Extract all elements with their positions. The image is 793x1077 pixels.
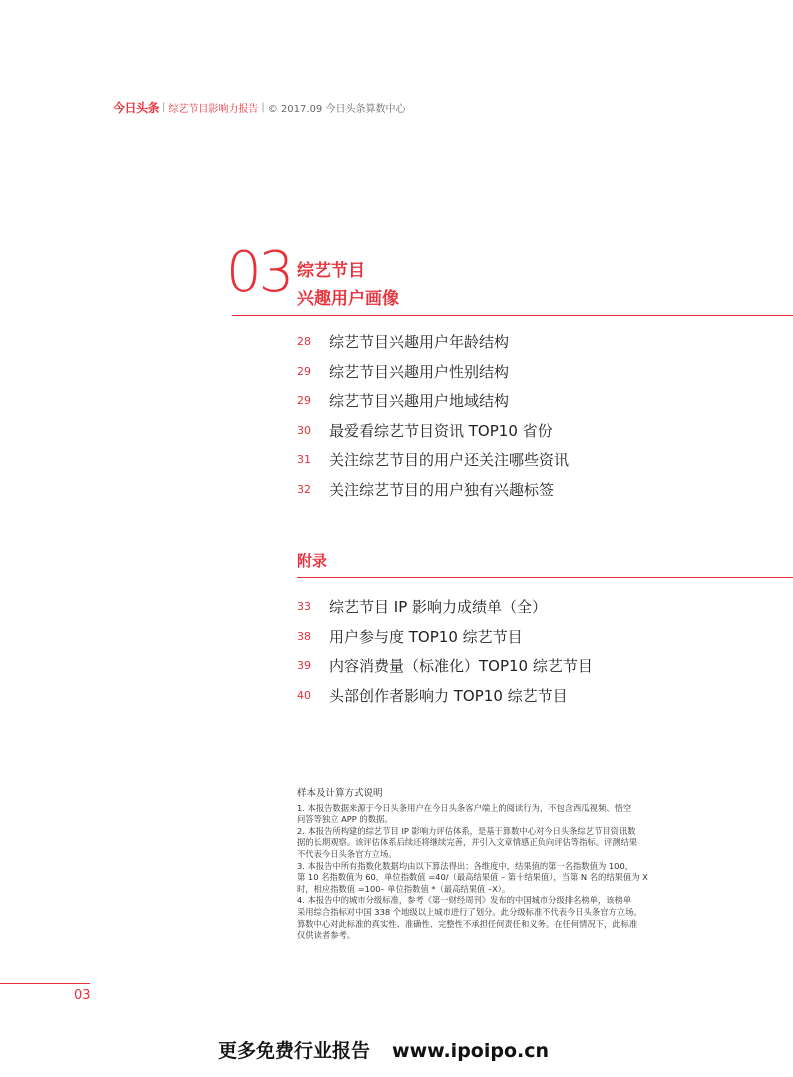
toc-list bbox=[297, 327, 569, 504]
section-title bbox=[297, 257, 399, 313]
toc-label: 关注综艺节目的用户独有兴趣标签 bbox=[329, 480, 555, 499]
notes-line: 时，相应指数值 =100– 单位指数值 *（最高结果值 –X）。 bbox=[297, 883, 511, 894]
header-separator: | bbox=[162, 101, 166, 113]
toc-item[interactable] bbox=[297, 357, 569, 387]
notes-line: 第 10 名指数值为 60，单位指数值 =40/（最高结果值 – 第十结果值），当第 N 名的结果值为 X bbox=[297, 872, 648, 883]
banner-text: 更多免费行业报告 bbox=[218, 1040, 371, 1062]
brand-logo: 今日头条 bbox=[113, 100, 160, 115]
toc-item[interactable] bbox=[297, 327, 569, 357]
appendix-list bbox=[297, 592, 593, 710]
notes-line: 3. 本报告中所有指数化数据均由以下算法得出：各维度中，结果值的第一名指数值为 100， bbox=[297, 860, 634, 871]
toc-label: 综艺节目兴趣用户性别结构 bbox=[329, 362, 510, 381]
toc-item[interactable] bbox=[297, 416, 569, 446]
notes-line: 问答等独立 APP 的数据。 bbox=[297, 814, 393, 825]
toc-label: 最爱看综艺节目资讯 TOP10 省份 bbox=[329, 421, 553, 440]
appendix-item[interactable] bbox=[297, 651, 593, 681]
section-title-line1: 综艺节目 bbox=[297, 261, 365, 281]
section-divider bbox=[232, 315, 793, 316]
notes-line: 采用综合指标对中国 338 个地级以上城市进行了划分。此分级标准不代表今日头条官方立场。 bbox=[297, 906, 642, 917]
notes-line: 4. 本报告中的城市分级标准，参考《第一财经周刊》发布的中国城市分级排名榜单，该榜单 bbox=[297, 895, 632, 906]
toc-page: 29 bbox=[297, 364, 311, 378]
appendix-title: 附录 bbox=[297, 552, 328, 570]
appendix-label: 用户参与度 TOP10 综艺节目 bbox=[329, 627, 523, 646]
toc-page: 32 bbox=[297, 482, 311, 496]
page-header bbox=[113, 99, 405, 115]
toc-page: 31 bbox=[297, 453, 311, 467]
notes-line: 仅供读者参考。 bbox=[297, 930, 356, 941]
copyright: © 2017.09 今日头条算数中心 bbox=[267, 103, 406, 115]
notes-line: 2. 本报告所构建的综艺节目 IP 影响力评估体系，是基于算数中心对今日头条综艺节目资讯数 bbox=[297, 825, 636, 836]
report-name: 综艺节目影响力报告 bbox=[168, 103, 259, 115]
appendix-item[interactable] bbox=[297, 622, 593, 652]
toc-page: 29 bbox=[297, 394, 311, 408]
toc-page: 30 bbox=[297, 423, 311, 437]
toc-item[interactable] bbox=[297, 445, 569, 475]
appendix-page: 40 bbox=[297, 688, 311, 702]
appendix-page: 39 bbox=[297, 659, 311, 673]
notes-line: 1. 本报告数据来源于今日头条用户在今日头条客户端上的阅读行为，不包含西瓜视频、悟空 bbox=[297, 802, 632, 813]
toc-label: 关注综艺节目的用户还关注哪些资讯 bbox=[329, 451, 570, 470]
toc-item[interactable] bbox=[297, 475, 569, 505]
toc-label: 综艺节目兴趣用户地域结构 bbox=[329, 392, 510, 411]
appendix-label: 综艺节目 IP 影响力成绩单（全） bbox=[329, 598, 548, 617]
appendix-page: 38 bbox=[297, 629, 311, 643]
toc-label: 综艺节目兴趣用户年龄结构 bbox=[329, 333, 510, 352]
notes-title: 样本及计算方式说明 bbox=[297, 788, 383, 799]
appendix-item[interactable] bbox=[297, 592, 593, 622]
header-separator: | bbox=[261, 101, 265, 113]
toc-item[interactable] bbox=[297, 386, 569, 416]
promo-banner bbox=[218, 1036, 549, 1063]
toc-page: 28 bbox=[297, 335, 311, 349]
appendix-item[interactable] bbox=[297, 681, 593, 711]
appendix-label: 头部创作者影响力 TOP10 综艺节目 bbox=[329, 686, 568, 705]
banner-url[interactable]: www.ipoipo.cn bbox=[392, 1040, 550, 1062]
methodology-notes bbox=[297, 788, 692, 942]
notes-line: 据的长期观察。该评估体系后续还将继续完善，并引入文章情感正负向评估等指标。评测结果 bbox=[297, 837, 638, 848]
appendix-divider bbox=[297, 577, 793, 578]
footer-divider bbox=[0, 983, 90, 984]
section-number: 03 bbox=[226, 240, 292, 305]
page-number: 03 bbox=[74, 988, 91, 1003]
appendix-label: 内容消费量（标准化）TOP10 综艺节目 bbox=[329, 657, 593, 676]
section-title-line2: 兴趣用户画像 bbox=[297, 289, 399, 309]
appendix-page: 33 bbox=[297, 600, 311, 614]
notes-line: 不代表今日头条官方立场。 bbox=[297, 848, 397, 859]
notes-line: 算数中心对此标准的真实性、准确性、完整性不承担任何责任和义务。在任何情况下，此标准 bbox=[297, 918, 638, 929]
